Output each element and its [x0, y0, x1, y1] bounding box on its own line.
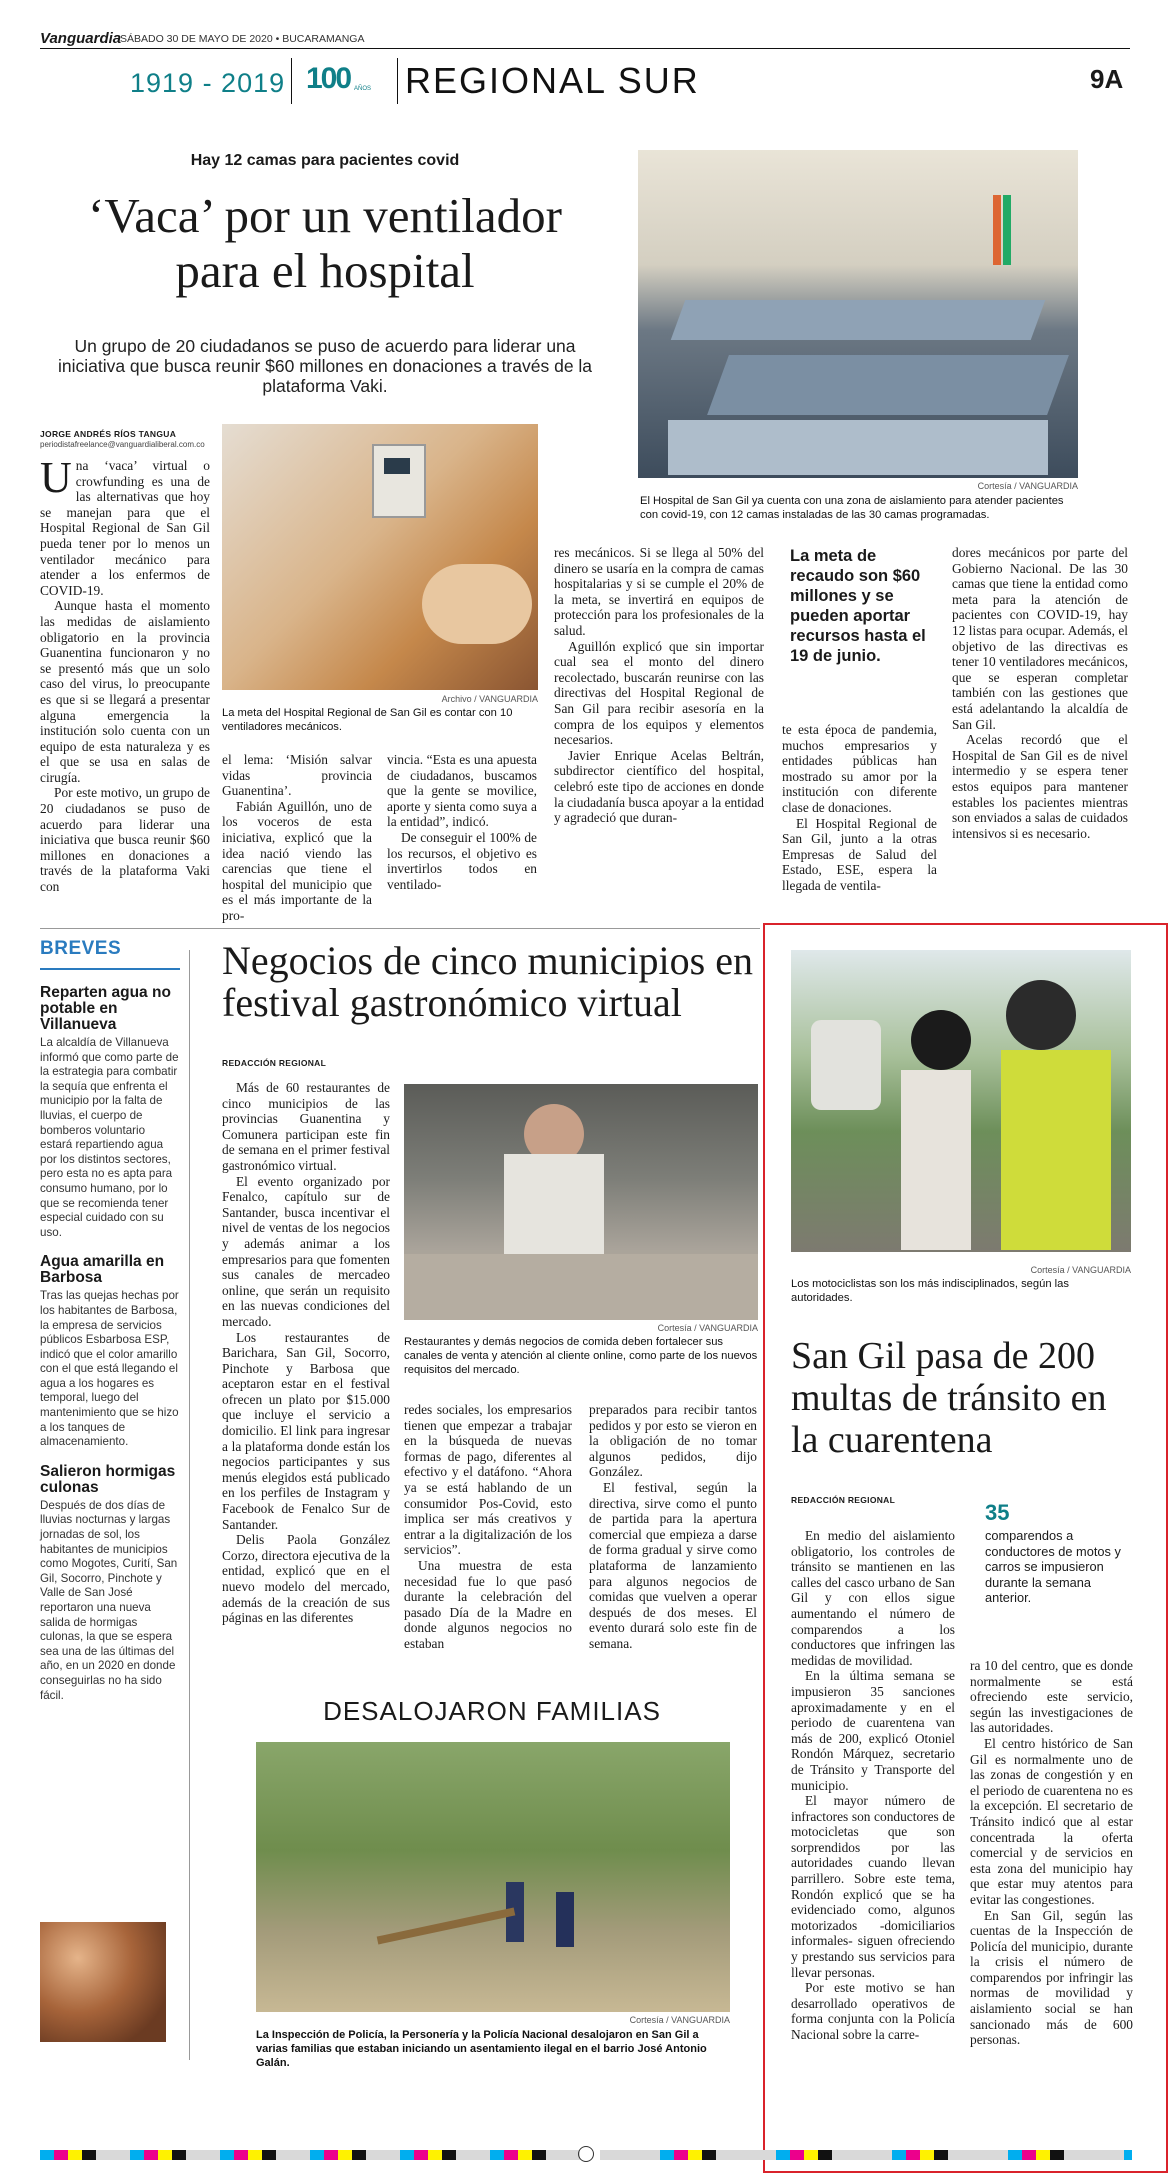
desalojo-photo: [256, 1742, 730, 2012]
anniversary-sub: AÑOS: [354, 86, 372, 92]
article1-byline: JORGE ANDRÉS RÍOS TANGUA: [40, 429, 177, 439]
article2-byline: REDACCIÓN REGIONAL: [222, 1058, 327, 1068]
breve-headline: Reparten agua no potable en Villanueva: [40, 984, 171, 1033]
article1-email: periodistafreelance@vanguardialiberal.com.co: [40, 440, 205, 449]
article1-deck: Un grupo de 20 ciudadanos se puso de acuerdo para liderar una iniciativa que busca reunir $60 millones en donaciones a través de la plataforma Vaki.: [57, 336, 593, 396]
hormigas-photo: [40, 1922, 166, 2042]
article3-col2: ra 10 del centro, que es donde normalmente se está ofreciendo este servicio, según las investigaciones de las autoridades. El centro histórico de San Gil es normalmente uno de las zonas de congestión y en el periodo de cuarentena no es la excepción. El secretario de Tránsito indicó que al estar concentrada la oferta comercial y de servicios en esta zona del municipio hay que estar muy atentos para evitar las congestiones. En San Gil, según las cuentas de la Inspección de Policía del municipio, durante la crisis el número de comparendos por infringir las normas de movilidad y aislamiento social se han sancionado más de 600 personas.: [970, 1658, 1133, 2048]
breves-rule: [40, 968, 180, 970]
article3-col1: En medio del aislamiento obligatorio, los controles de tránsito se mantienen en las calles del casco urbano de San Gil y con ellos sigue aumentando el número de comparendos a los conductores que infringen las medidas de movilidad. En la última semana se impusieron 35 sanciones aproximadamente y en el periodo de cuarentena van más de 200, explicó Otoniel Rondón Márquez, secretario de Tránsito y Transporte del municipio. El mayor número de infractores son conductores de motocicletas que son sorprendidos por las autoridades cuando llevan parrillero. Sobre este tema, Rondón explicó que se ha evidenciado como, algunos motorizados -domiciliarios informales- siguen ofreciendo y prestando sus servicios para llevar personas. Por este motivo se han desarrollado operativos de forma conjunta con la Policía Nacional sobre la carre-: [791, 1528, 955, 2042]
anniversary-number: 100: [306, 62, 351, 95]
breve-text: Tras las quejas hechas por los habitantes de Barbosa, la empresa de servicios públicos Esbarbosa ESP, indicó que el color amarillo con el que está llegando el agua a los hogares es temporal, luego del mantenimiento que se hizo a los tanques de almacenamiento.: [40, 1289, 179, 1449]
breve-item: [40, 985, 180, 1240]
article1-kicker: Hay 12 camas para pacientes covid: [190, 152, 460, 169]
breve-headline: Agua amarilla en Barbosa: [40, 1253, 165, 1287]
article3-photo-credit: Cortesía / VANGUARDIA: [1030, 1265, 1131, 1275]
article3-byline: REDACCIÓN REGIONAL: [791, 1495, 896, 1505]
page-number: 9A: [1090, 64, 1124, 94]
article3-photo-caption: Los motociclistas son los más indisciplinados, según las autoridades.: [791, 1278, 1069, 1304]
breve-item: [40, 1464, 180, 1703]
article2-headline: Negocios de cinco municipios en festival gastronómico virtual: [222, 938, 753, 1025]
article2-photo-caption: Restaurantes y demás negocios de comida deben fortalecer sus canales de venta y atención al cliente online, como parte de los nuevos requisitos del mercado.: [404, 1336, 758, 1376]
print-bar-left: [40, 2150, 580, 2160]
traffic-control-photo: [791, 950, 1131, 1252]
article1-col6: dores mecánicos por parte del Gobierno Nacional. De las 30 camas que tiene la entidad como meta para la atención de pacientes con COVID-19, hay 12 listas para ocupar. Además, el objetivo de las directivas es tener 10 ventiladores mecánicos, que se esperan completar también con las gestiones que está adelantando la alcaldía de San Gil. Acelas recordó que el Hospital de San Gil es de nivel intermedio y se espera tener estos equipos para mantener estables los pacientes mientras son enviados a salas de cuidados intensivos si es necesario.: [952, 545, 1128, 841]
article1-pullquote: La meta de recaudo son $60 millones y se pueden aportar recursos hasta el 19 de junio.: [790, 547, 926, 665]
masthead-rule: [40, 48, 1130, 49]
article2-col3: preparados para recibir tantos pedidos y por esto se vieron en la obligación de no tomar algunos pedidos, dijo González. El festival, según la directiva, sirve como el punto de partida para la apertura comercial que empieza a darse de forma gradual y sirve como plataforma de lanzamiento para algunos negocios de comidas que vuelven a operar después de dos meses. El evento durará solo este fin de semana.: [589, 1402, 757, 1651]
article1-col2: el lema: ‘Misión salvar vidas provincia Guanentina’. Fabián Aguillón, uno de los voceros de esta iniciativa, explicó que la idea nació viendo las carencias que tiene el hospital del municipio que es el más importante de la pro-: [222, 752, 372, 923]
print-bar-right: [600, 2150, 1132, 2160]
article1-col5: te esta época de pandemia, muchos empresarios y entidades públicas han mostrado su amor por la institución con diferente clase de donaciones. El Hospital Regional de San Gil, junto a la otras Empresas de Salud del Estado, ESE, espera la llegada de ventila-: [782, 722, 937, 893]
breves-title: BREVES: [40, 938, 122, 959]
anniversary-logo: [306, 60, 382, 104]
section-title: REGIONAL SUR: [405, 60, 700, 101]
article1-headline: ‘Vaca’ por un ventilador para el hospital: [88, 188, 562, 298]
article2-col1: Más de 60 restaurantes de cinco municipios de las provincias Guanentina y Comunera participan este fin de semana en el primer festival gastronómico virtual. El evento organizado por Fenalco, capítulo sur de Santander, busca incentivar el nivel de ventas de los negocios y además animar a los empresarios para que fomenten sus canales de mercadeo online, que serán un requisito en las nuevas condiciones del mercado. Los restaurantes de Barichara, San Gil, Socorro, Pinchote y Barbosa que aceptaron estar en el festival ofrecen un plato por $15.000 que incluye el servicio a domicilio. El link para ingresar a la plataforma donde están los negocios participantes y sus menús elegidos está publicado en los perfiles de Instagram y Facebook de Fenalco Sur de Santander. Delis Paola González Corzo, directora ejecutiva de la entidad, explicó que en el nuevo modelo del mercado, además de la creación de sus páginas en las diferentes: [222, 1080, 390, 1626]
article2-photo-credit: Cortesía / VANGUARDIA: [657, 1323, 758, 1333]
photo2-credit: Archivo / VANGUARDIA: [441, 694, 538, 704]
desalojo-title: DESALOJARON FAMILIAS: [323, 1696, 661, 1726]
breve-text: La alcaldía de Villanueva informó que como parte de la estrategia para combatir la sequía que enfrenta el municipio por la falta de lluvias, el cuerpo de bomberos voluntario estará repartiendo agua por los distintos sectores, pero esta no es apta para consumo humano, por lo que se recomienda tener especial cuidado con su uso.: [40, 1036, 179, 1239]
registration-mark: [578, 2146, 594, 2162]
photo1-caption: El Hospital de San Gil ya cuenta con una zona de aislamiento para atender pacientes con covid-19, con 12 camas instaladas de las 30 camas programadas.: [640, 495, 1064, 521]
article3-headline: San Gil pasa de 200 multas de tránsito en la cuarentena: [791, 1335, 1107, 1461]
ventilator-photo: [222, 424, 538, 690]
desalojo-photo-credit: Cortesía / VANGUARDIA: [629, 2015, 730, 2025]
photo1-credit: Cortesía / VANGUARDIA: [977, 481, 1078, 491]
dropcap: U: [40, 453, 72, 502]
newspaper-logo: Vanguardia: [40, 30, 122, 47]
breves-vrule: [189, 950, 190, 2060]
restaurant-photo: [404, 1084, 758, 1320]
article1-col1: Una ‘vaca’ virtual o crowfunding es una de las alternativas que hoy se manejan para que el Hospital Regional de San Gil pueda tener por lo menos un ventilador mecánico para atender a los enfermos de COVID-19. Aunque hasta el momento las medidas de aislamiento obligatorio en la provincia Guanentina funcionaron y no se presentó más que un solo caso del virus, lo preocupante es que si se llegará a presentar alguna emergencia la institución solo cuenta con un equipo de esta naturaleza y es el que se usa en salas de cirugía. Por este motivo, un grupo de 20 ciudadanos se puso de acuerdo para liderar una iniciativa que busca reunir $60 millones en donaciones a través de la plataforma Vaki con: [40, 453, 210, 895]
article1-col4: res mecánicos. Si se llega al 50% del dinero se usaría en la compra de camas hospitalarias y si se cumple el 20% de la meta, se invertirá en equipos de protección para los profesionales de la salud. Aguillón explicó que sin importar cual sea el monto del dinero recolectado, buscarán reunirse con las directivas del Hospital Regional de San Gil para recibir asesoría en la compra de los equipos y elementos necesarios. Javier Enrique Acelas Beltrán, subdirector científico del hospital, celebró este tipo de acciones en donde la ciudadanía busca apoyar a la entidad y agradeció que duran-: [554, 545, 764, 826]
article2-col2: redes sociales, los empresarios tienen que empezar a trabajar en la búsqueda de nuevas formas de pago, diferentes al efectivo y el datáfono. “Ahora ya se está hablando de un consumidor Pos-Covid, esto implica ser más creativos y entrar a la digitalización de los servicios”. Una muestra de esta necesidad fue lo que pasó durante la celebración del pasado Día de la Madre en donde algunos negocios no estaban: [404, 1402, 572, 1651]
breve-text: Después de dos días de lluvias nocturnas y largas jornadas de sol, los habitantes de municipios como Mogotes, Curití, San Gil, Socorro, Pinchote y Valle de San José reportaron una nueva salida de hormigas culonas, la que se espera sea una de las últimas del año, en un 2020 en donde conseguirlas no ha sido fácil.: [40, 1498, 178, 1702]
masthead-divider: [291, 58, 292, 104]
dateline: SÁBADO 30 DE MAYO DE 2020 • BUCARAMANGA: [120, 33, 365, 45]
stat-text: comparendos a conductores de motos y carros se impusieron durante la semana anterior.: [985, 1528, 1121, 1605]
breve-headline: Salieron hormigas culonas: [40, 1462, 176, 1496]
masthead-divider-2: [397, 58, 398, 104]
breve-item: [40, 1254, 180, 1450]
section-rule: [40, 928, 760, 929]
breves-list: [40, 985, 180, 1717]
years-label: 1919 - 2019: [130, 68, 286, 98]
hospital-beds-photo: [638, 150, 1078, 478]
photo2-caption: La meta del Hospital Regional de San Gil es contar con 10 ventiladores mecánicos.: [222, 707, 513, 733]
article1-col3: vincia. “Esta es una apuesta de ciudadanos, buscamos que la gente se movilice, aporte y sienta como suya a la entidad”, indicó. De conseguir el 100% de los recursos, el objetivo es invertirlos todos en ventilado-: [387, 752, 537, 892]
stat-number: 35: [985, 1500, 1010, 1525]
desalojo-caption: La Inspección de Policía, la Personería y la Policía Nacional desalojaron en San Gil a varias familias que estaban iniciando un asentamiento ilegal en el barrio José Antonio Galán.: [256, 2029, 707, 2069]
